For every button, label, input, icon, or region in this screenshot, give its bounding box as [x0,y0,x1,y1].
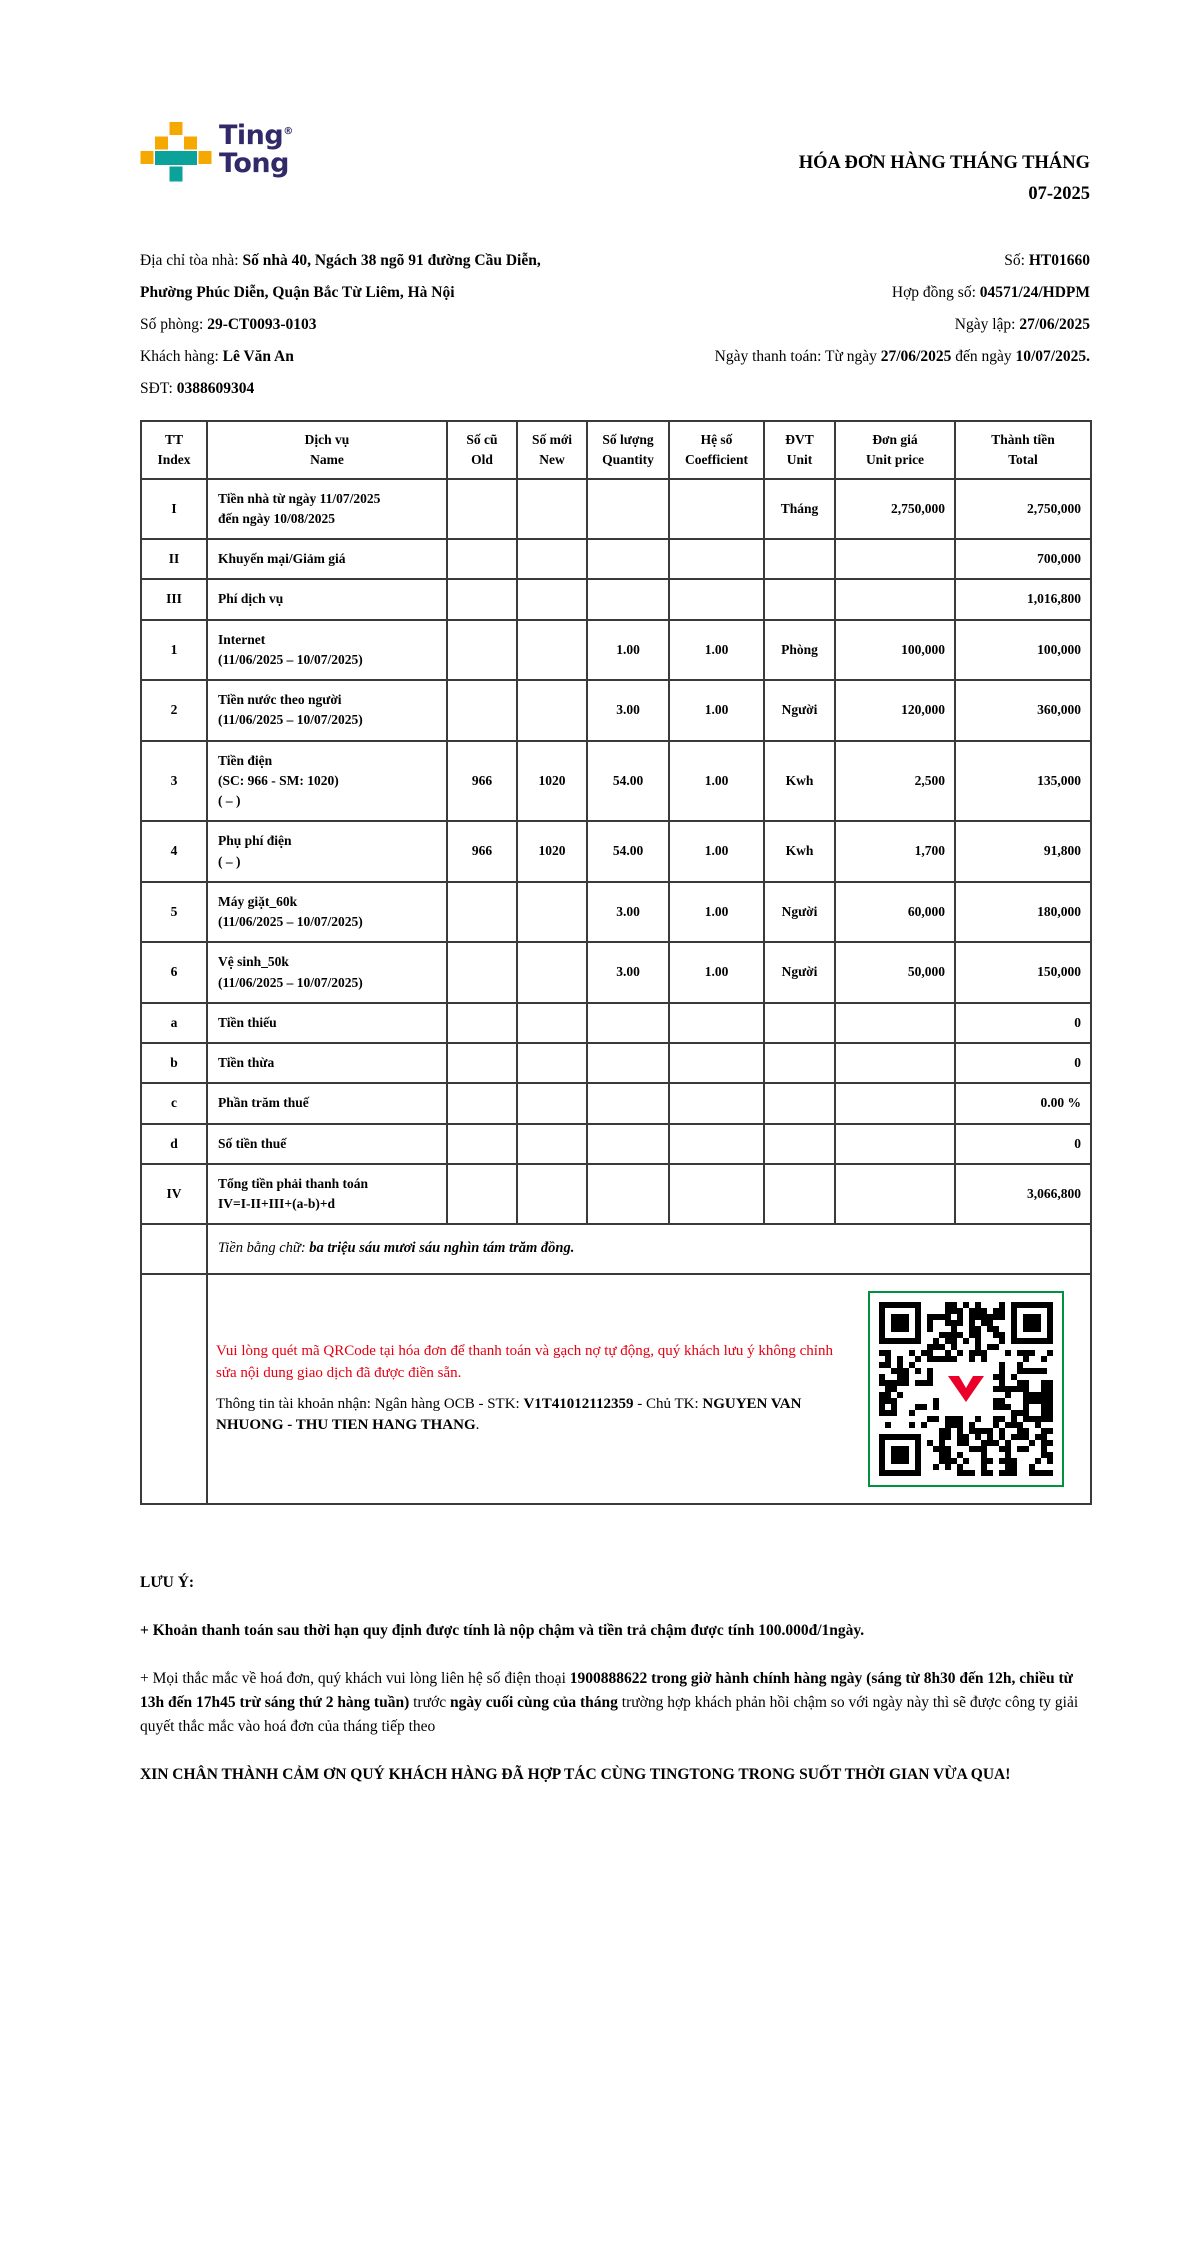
column-header-line: Đơn giá [872,432,918,448]
tingtong-logo-icon [140,122,212,203]
text-segment: . [475,1417,480,1434]
cell-coefficient [669,1164,764,1225]
cell-unit [764,1124,835,1164]
cell-service-name [207,680,447,741]
column-header-line: Unit [786,452,813,468]
cell-index: I [141,479,207,540]
cell-new-reading [517,1043,587,1083]
cell-index: a [141,1003,207,1043]
cell-coefficient [669,1124,764,1164]
text-segment: 1900888622 trong giờ hành chính hàng ngày (sáng từ 8h30 đến 12h, chiều từ 13h đến 17h45 trừ sáng thứ 2 hàng tuần) [140,1670,1073,1712]
table-row [141,1164,1091,1225]
cell-total: 360,000 [955,680,1091,741]
service-name-line: Internet [218,631,266,647]
table-row [141,579,1091,619]
text-segment: HT01660 [1028,251,1090,269]
qr-code [868,1291,1064,1487]
table-row [141,882,1091,943]
cell-old-reading [447,479,517,540]
cell-total: 135,000 [955,741,1091,822]
table-row [141,539,1091,579]
cell-quantity [587,539,669,579]
column-header-line: Old [471,452,493,468]
column-header-line: Total [1008,452,1038,468]
cell-new-reading [517,680,587,741]
cell-coefficient [669,1003,764,1043]
column-header [955,421,1091,478]
cell-unit-price: 2,750,000 [835,479,955,540]
cell-quantity [587,1124,669,1164]
invoice-info [140,245,1090,405]
service-name-line: (SC: 966 - SM: 1020) [218,772,339,788]
cell-index: c [141,1083,207,1123]
cell-quantity [587,579,669,619]
text-segment: Số phòng: [140,315,208,333]
column-header-line: Coefficient [685,452,748,468]
table-row [141,741,1091,822]
cell-new-reading [517,579,587,619]
cell-total: 1,016,800 [955,579,1091,619]
cell-coefficient: 1.00 [669,741,764,822]
table-row [141,1083,1091,1123]
service-name-line: ( – ) [218,853,241,869]
service-name-line: Vệ sinh_50k [218,954,289,970]
registered-mark: ® [283,126,293,137]
column-header-line: Thành tiền [991,432,1055,448]
column-header-line: Số cũ [466,432,498,448]
service-name-line: (11/06/2025 – 10/07/2025) [218,712,363,728]
cell-unit-price [835,539,955,579]
invoice-table-footer [141,1224,1091,1504]
cell-quantity [587,1043,669,1083]
cell-unit: Tháng [764,479,835,540]
text-segment: 27/06/2025 [1019,315,1090,333]
cell-unit-price: 2,500 [835,741,955,822]
cell-index: 6 [141,942,207,1003]
table-row [141,680,1091,741]
service-name-line: Tiền thừa [218,1055,275,1071]
service-name-line: ( – ) [218,793,241,809]
cell-coefficient [669,539,764,579]
service-name-line: Khuyến mại/Giảm giá [218,551,346,567]
column-header-line: Dịch vụ [304,432,350,448]
cell-total: 3,066,800 [955,1164,1091,1225]
cell-service-name [207,741,447,822]
cell-old-reading: 966 [447,821,517,882]
tingtong-logo-text [219,122,293,177]
column-header-line: Index [157,452,191,468]
cell-total: 2,750,000 [955,479,1091,540]
notes-section [140,1571,1090,1787]
table-row [141,479,1091,540]
column-header-line: Số lượng [602,432,654,448]
logo-line1: Ting [219,120,284,151]
cell-old-reading [447,1164,517,1225]
qr-code-image [879,1302,1053,1476]
cell-unit-price [835,1124,955,1164]
text-segment: SĐT: [140,379,177,397]
cell-coefficient: 1.00 [669,620,764,681]
cell-index: IV [141,1164,207,1225]
table-row [141,1003,1091,1043]
service-name-line: (11/06/2025 – 10/07/2025) [218,914,363,930]
text-segment: 27/06/2025 [880,347,952,365]
cell-new-reading [517,882,587,943]
cell-quantity [587,1083,669,1123]
cell-quantity: 3.00 [587,882,669,943]
cell-unit-price [835,1164,955,1225]
cell-unit [764,1003,835,1043]
customer-name [140,341,610,373]
cell-total: 0 [955,1043,1091,1083]
issue-date [610,309,1090,341]
text-segment: đến ngày [951,347,1016,365]
cell-new-reading [517,1003,587,1043]
service-name-line: IV=I-II+III+(a-b)+d [218,1196,336,1212]
cell-unit-price [835,579,955,619]
cell-index: 5 [141,882,207,943]
payment-period [610,341,1090,373]
cell-index: d [141,1124,207,1164]
cell-service-name [207,620,447,681]
cell-unit: Người [764,942,835,1003]
text-segment: trước [409,1694,450,1712]
cell-new-reading [517,1083,587,1123]
cell-old-reading [447,1003,517,1043]
cell-new-reading [517,620,587,681]
thank-you-message: XIN CHÂN THÀNH CẢM ƠN QUÝ KHÁCH HÀNG ĐÃ HỢP TÁC CÙNG TINGTONG TRONG SUỐT THỜI GIAN VỪA QUA! [140,1766,1011,1784]
bank-account-info [216,1394,848,1438]
invoice-table-head [141,421,1091,478]
text-segment: Số: [1004,251,1029,269]
cell-index: 4 [141,821,207,882]
cell-unit [764,1164,835,1225]
cell-unit-price: 1,700 [835,821,955,882]
table-row [141,1124,1091,1164]
qr-instruction-text: Vui lòng quét mã QRCode tại hóa đơn để thanh toán và gạch nợ tự động, quý khách lưu ý không chỉnh sửa nội dung giao dịch đã được điền sẵn. [216,1343,833,1381]
cell-quantity: 54.00 [587,821,669,882]
cell-quantity: 1.00 [587,620,669,681]
cell-old-reading [447,680,517,741]
cell-quantity: 54.00 [587,741,669,822]
column-header [669,421,764,478]
cell-unit-price: 120,000 [835,680,955,741]
cell-new-reading [517,1164,587,1225]
table-row [141,821,1091,882]
column-header [587,421,669,478]
column-header [835,421,955,478]
cell-old-reading: 966 [447,741,517,822]
logo-line2: Tong [219,147,289,179]
qr-payment-row [141,1274,1091,1504]
cell-new-reading [517,942,587,1003]
column-header-line: Hệ số [700,432,733,448]
cell-unit [764,539,835,579]
cell-coefficient [669,479,764,540]
text-segment: 29-CT0093-0103 [207,315,317,333]
text-segment: Phường Phúc Diễn, Quận Bắc Từ Liêm, Hà Nội [140,283,455,301]
cell-unit-price [835,1003,955,1043]
cell-index: 2 [141,680,207,741]
cell-service-name [207,1003,447,1043]
text-segment: Địa chỉ tòa nhà: [140,251,243,269]
text-segment: Hợp đồng số: [891,283,980,301]
service-name-line: Phần trăm thuế [218,1095,309,1111]
cell-service-name [207,539,447,579]
cell-unit-price: 50,000 [835,942,955,1003]
cell-coefficient [669,579,764,619]
customer-phone [140,373,610,405]
cell-service-name [207,821,447,882]
service-name-line: Phí dịch vụ [218,591,284,607]
cell-coefficient: 1.00 [669,942,764,1003]
invoice-info-left [140,245,610,405]
cell-service-name [207,1083,447,1123]
cell-new-reading: 1020 [517,741,587,822]
building-address-line2 [140,277,610,309]
cell-service-name [207,882,447,943]
late-payment-note: + Khoản thanh toán sau thời hạn quy định được tính là nộp chậm và tiền trả chậm được tính 100.000đ/1ngày. [140,1622,865,1640]
cell-old-reading [447,1124,517,1164]
service-name-line: (11/06/2025 – 10/07/2025) [218,651,363,667]
column-header [141,421,207,478]
cell-index: II [141,539,207,579]
header [140,122,1090,211]
cell-unit [764,1043,835,1083]
cell-quantity: 3.00 [587,680,669,741]
column-header-line: TT [164,432,183,448]
cell-unit: Người [764,680,835,741]
table-row [141,1043,1091,1083]
column-header [447,421,517,478]
cell-new-reading: 1020 [517,821,587,882]
text-segment: Thông tin tài khoản nhận: Ngân hàng OCB - STK: [216,1395,524,1412]
invoice-table-body [141,479,1091,1225]
text-segment: 10/07/2025. [1015,347,1090,365]
text-segment: V1T41012112359 [523,1395,634,1412]
cell-coefficient [669,1083,764,1123]
cell-index: 3 [141,741,207,822]
text-segment: ba triệu sáu mươi sáu nghìn tám trăm đồng. [309,1240,575,1257]
invoice-table [140,420,1092,1505]
cell-service-name [207,1124,447,1164]
service-name-line: Tiền nhà từ ngày 11/07/2025 [218,490,381,506]
header-row [141,421,1091,478]
cell-old-reading [447,1083,517,1123]
service-name-line: Tiền điện [218,752,273,768]
text-segment: 04571/24/HDPM [979,283,1090,301]
qr-payment-cell [207,1274,1091,1504]
text-segment: Ngày thanh toán: Từ ngày [714,347,881,365]
notes-heading: LƯU Ý: [140,1574,195,1592]
cell-unit: Kwh [764,741,835,822]
invoice-info-right [610,245,1090,405]
cell-unit: Người [764,882,835,943]
cell-total: 700,000 [955,539,1091,579]
cell-index: b [141,1043,207,1083]
cell-coefficient: 1.00 [669,821,764,882]
service-name-line: Tổng tiền phải thanh toán [218,1175,369,1191]
text-segment: ngày cuối cùng của tháng [449,1694,618,1712]
table-row [141,942,1091,1003]
cell-quantity [587,479,669,540]
text-segment: NGUYEN VAN NHUONG - THU TIEN HANG THANG [216,1395,802,1434]
column-header-line: Unit price [865,452,925,468]
service-name-line: Tiền nước theo người [218,692,342,708]
text-segment: + Mọi thắc mắc về hoá đơn, quý khách vui lòng liên hệ số điện thoại [140,1670,570,1688]
cell-old-reading [447,539,517,579]
text-segment: - Chủ TK: [633,1395,703,1412]
cell-service-name [207,1043,447,1083]
cell-unit-price: 100,000 [835,620,955,681]
text-segment: Ngày lập: [954,315,1020,333]
cell-old-reading [447,579,517,619]
cell-new-reading [517,479,587,540]
column-header [764,421,835,478]
cell-quantity [587,1003,669,1043]
cell-total: 91,800 [955,821,1091,882]
cell-unit-price: 60,000 [835,882,955,943]
cell-unit [764,1083,835,1123]
service-name-line: (11/06/2025 – 10/07/2025) [218,974,363,990]
amount-in-words [207,1224,1091,1274]
cell-total: 100,000 [955,620,1091,681]
cell-unit [764,579,835,619]
cell-coefficient [669,1043,764,1083]
cell-new-reading [517,539,587,579]
tingtong-logo [140,122,293,203]
service-name-line: Số tiền thuế [218,1135,287,1151]
cell-service-name [207,1164,447,1225]
cell-service-name [207,579,447,619]
cell-unit-price [835,1083,955,1123]
text-segment: Khách hàng: [140,347,223,365]
service-name-line: đến ngày 10/08/2025 [218,510,336,526]
cell-coefficient: 1.00 [669,882,764,943]
amount-in-words-row [141,1224,1091,1274]
contract-number [610,277,1090,309]
column-header [517,421,587,478]
text-segment: trường hợp khách phản hồi chậm so với ngày này thì sẽ được công ty giải quyết thắc mắc vào hoá đơn của tháng tiếp theo [140,1694,1079,1736]
cell-old-reading [447,882,517,943]
column-header-line: Name [310,452,344,468]
column-header [207,421,447,478]
cell-old-reading [447,620,517,681]
hotline-note [140,1667,1090,1739]
cell-quantity: 3.00 [587,942,669,1003]
cell-quantity [587,1164,669,1225]
cell-unit: Kwh [764,821,835,882]
cell-index: 1 [141,620,207,681]
cell-coefficient: 1.00 [669,680,764,741]
payment-instructions [216,1332,848,1446]
empty-cell [141,1224,207,1274]
text-segment: Lê Văn An [222,347,294,365]
cell-unit-price [835,1043,955,1083]
text-segment: 0388609304 [176,379,255,397]
cell-total: 0 [955,1124,1091,1164]
cell-total: 150,000 [955,942,1091,1003]
cell-index: III [141,579,207,619]
empty-cell [141,1274,207,1504]
table-row [141,620,1091,681]
service-name-line: Tiền thiếu [218,1014,277,1030]
column-header-line: ĐVT [785,432,814,448]
cell-service-name [207,479,447,540]
column-header-line: New [539,452,565,468]
cell-total: 180,000 [955,882,1091,943]
cell-total: 0.00 % [955,1083,1091,1123]
cell-unit: Phòng [764,620,835,681]
building-address-line1 [140,245,610,277]
column-header-line: Số mới [531,432,573,448]
column-header-line: Quantity [602,452,654,468]
text-segment: Tiền bằng chữ: [218,1240,310,1257]
invoice-number [610,245,1090,277]
qr-payment-content [208,1275,1090,1503]
cell-old-reading [447,1043,517,1083]
text-segment: Số nhà 40, Ngách 38 ngõ 91 đường Cầu Diễn, [242,251,541,269]
cell-old-reading [447,942,517,1003]
page-title: HÓA ĐƠN HÀNG THÁNG THÁNG 07-2025 [798,153,1090,205]
cell-total: 0 [955,1003,1091,1043]
cell-service-name [207,942,447,1003]
cell-new-reading [517,1124,587,1164]
service-name-line: Phụ phí điện [218,833,292,849]
service-name-line: Máy giặt_60k [218,893,298,909]
room-number [140,309,610,341]
